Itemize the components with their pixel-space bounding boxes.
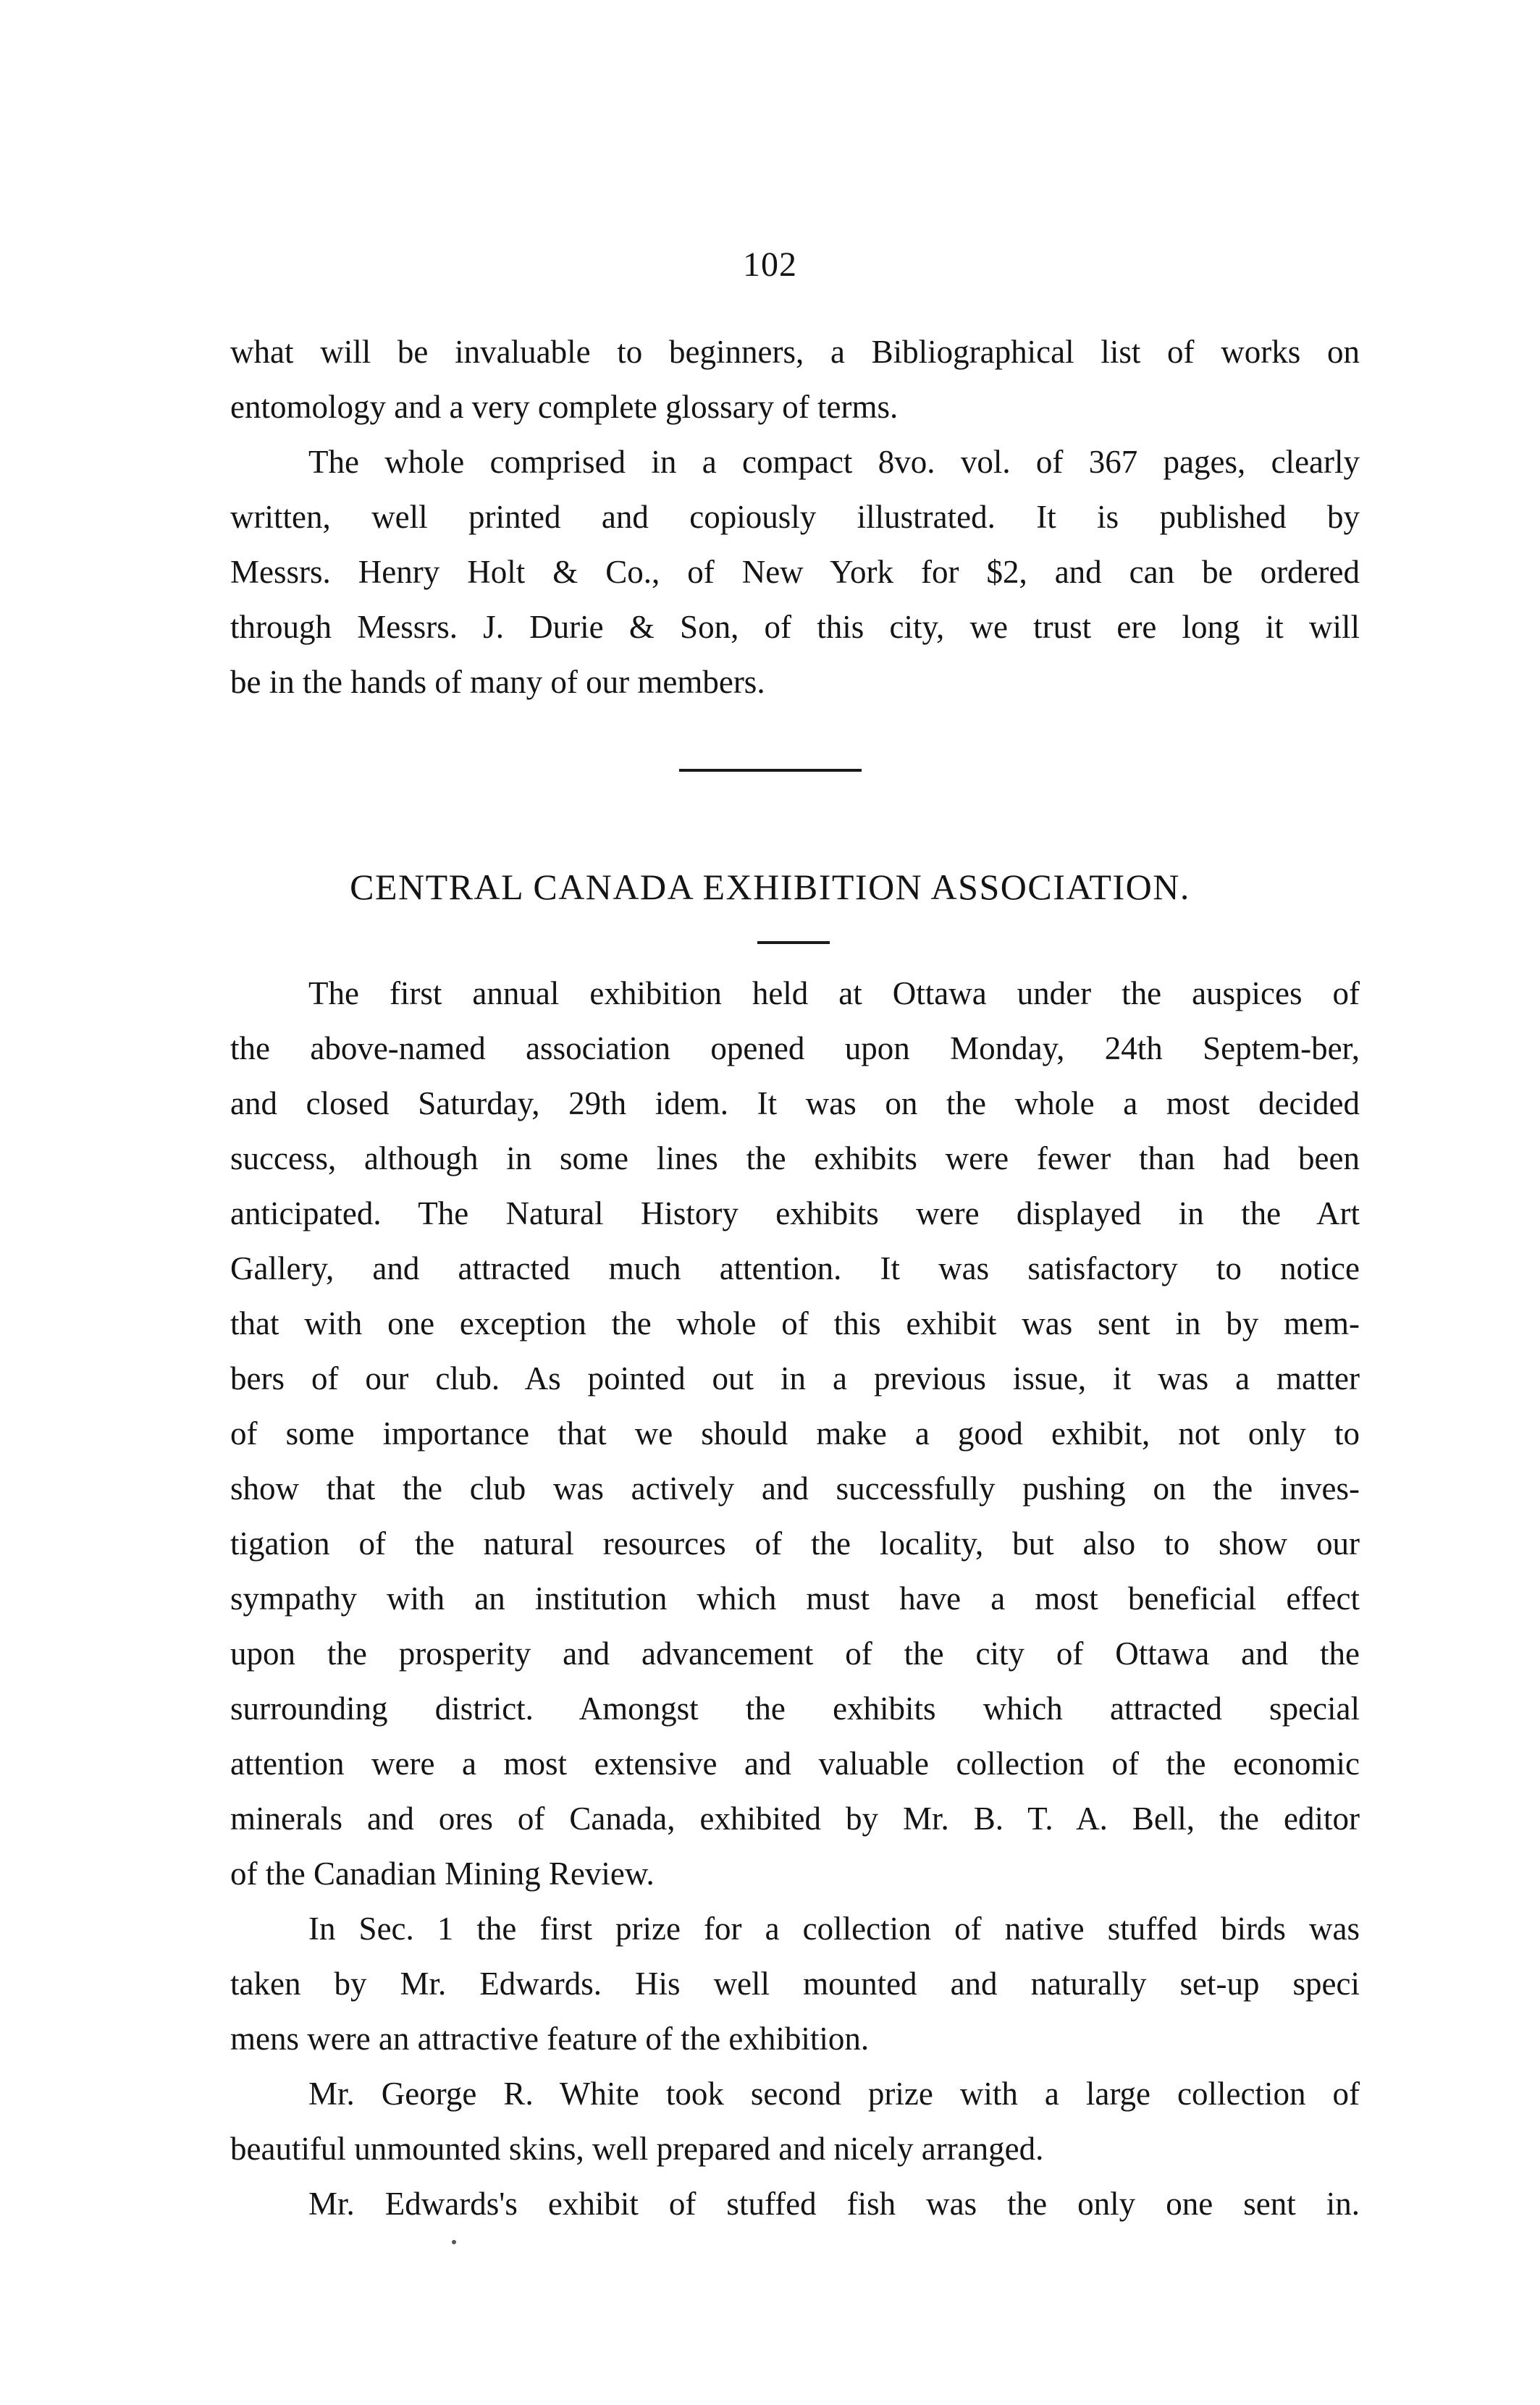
heading-rule <box>757 941 830 944</box>
divider-line <box>679 769 862 772</box>
text-line: taken by Mr. Edwards. His well mounted and naturally set-up speci <box>230 1966 1360 2002</box>
text-line: upon the prosperity and advancement of the city of Ottawa and the <box>230 1635 1360 1672</box>
text-line: surrounding district. Amongst the exhibits which attracted special <box>230 1690 1360 1727</box>
section-body <box>230 966 1360 2231</box>
text-line: Mr. Edwards's exhibit of stuffed fish was the only one sent in. <box>308 2186 1360 2222</box>
text-line: of the Canadian Mining Review. <box>230 1856 655 1892</box>
text-line: be in the hands of many of our members. <box>230 664 765 700</box>
ink-speck <box>452 2240 456 2244</box>
text-line: what will be invaluable to beginners, a Bibliographical list of works on <box>230 334 1360 370</box>
text-line: Messrs. Henry Holt & Co., of New York for $2, and can be ordered <box>230 554 1360 590</box>
text-line: Mr. George R. White took second prize with a large collection of <box>308 2076 1360 2112</box>
text-line: mens were an attractive feature of the exhibition. <box>230 2021 870 2057</box>
text-line: In Sec. 1 the first prize for a collection of native stuffed birds was <box>308 1911 1360 1947</box>
text-line: sympathy with an institution which must have a most beneficial effect <box>230 1580 1360 1617</box>
text-line: tigation of the natural resources of the locality, but also to show our <box>230 1525 1360 1562</box>
text-line: entomology and a very complete glossary of terms. <box>230 389 899 425</box>
text-line: that with one exception the whole of this exhibit was sent in by mem- <box>230 1305 1360 1342</box>
text-line: written, well printed and copiously illustrated. It is published by <box>230 499 1360 535</box>
text-line: success, although in some lines the exhibits were fewer than had been <box>230 1140 1360 1176</box>
intro-paragraphs <box>230 324 1360 709</box>
text-line: show that the club was actively and successfully pushing on the inves- <box>230 1470 1360 1507</box>
text-line: anticipated. The Natural History exhibits were displayed in the Art <box>230 1195 1360 1231</box>
text-line: beautiful unmounted skins, well prepared and nicely arranged. <box>230 2131 1044 2167</box>
text-line: attention were a most extensive and valuable collection of the economic <box>230 1745 1360 1782</box>
section-divider <box>679 769 862 775</box>
text-line: of some importance that we should make a good exhibit, not only to <box>230 1415 1360 1452</box>
text-line: through Messrs. J. Durie & Son, of this city, we trust ere long it will <box>230 609 1360 645</box>
text-line: and closed Saturday, 29th idem. It was on the whole a most decided <box>230 1085 1360 1121</box>
section-heading: CENTRAL CANADA EXHIBITION ASSOCIATION. <box>350 867 1190 907</box>
text-line: bers of our club. As pointed out in a previous issue, it was a matter <box>230 1360 1360 1397</box>
text-line: The whole comprised in a compact 8vo. vol. of 367 pages, clearly <box>308 444 1360 480</box>
text-line: minerals and ores of Canada, exhibited by Mr. B. T. A. Bell, the editor <box>230 1800 1360 1837</box>
text-line: Gallery, and attracted much attention. It was satisfactory to notice <box>230 1250 1360 1286</box>
text-line: The first annual exhibition held at Ottawa under the auspices of <box>308 975 1360 1011</box>
page-number: 102 <box>743 245 797 284</box>
text-line: the above-named association opened upon Monday, 24th Septem-ber, <box>230 1030 1360 1066</box>
